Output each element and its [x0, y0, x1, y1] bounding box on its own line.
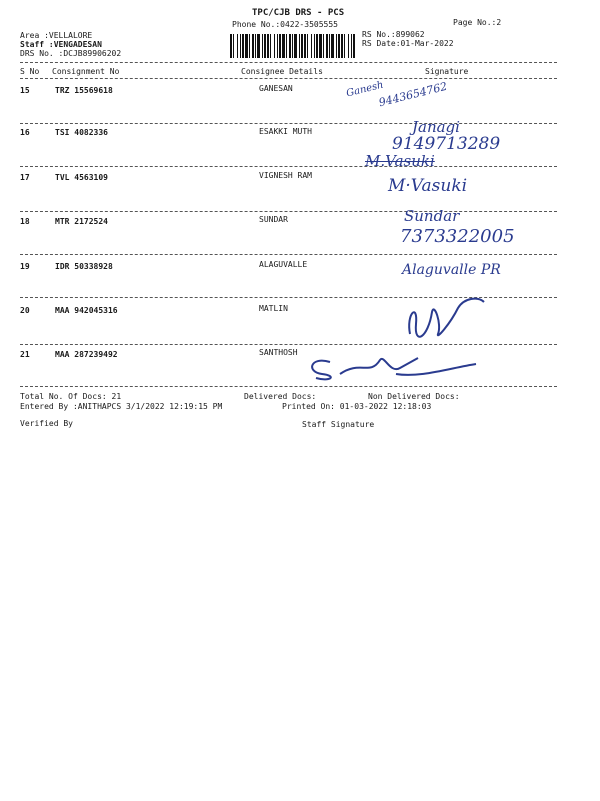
row-consignee-name: MATLIN	[259, 304, 288, 313]
row-divider	[20, 344, 557, 345]
row-divider	[20, 166, 557, 167]
row-consignment-no: MAA 287239492	[55, 350, 118, 359]
phone-number: Phone No.:0422-3505555	[232, 20, 338, 29]
row-consignment-no: TRZ 15569618	[55, 86, 113, 95]
page-number: Page No.:2	[453, 18, 502, 27]
column-header-signature: Signature	[425, 67, 469, 76]
staff-field	[20, 40, 102, 49]
row-consignee-name: VIGNESH RAM	[259, 171, 312, 180]
row-signature-phone: 9149713289	[392, 134, 501, 154]
barcode-image	[230, 34, 355, 58]
column-header-consignment: Consignment No	[52, 67, 120, 76]
column-header-consignee: Consignee Details	[241, 67, 323, 76]
row-signature: Sundar	[404, 207, 460, 225]
row-consignee-name: ALAGUVALLE	[259, 260, 308, 269]
row-signature-struck: M.Vasuki	[365, 152, 435, 170]
row-consignee-name: ESAKKI MUTH	[259, 127, 312, 136]
row-consignment-no: MAA 942045316	[55, 306, 118, 315]
row-consignee-name: SUNDAR	[259, 215, 288, 224]
row-sno: 19	[20, 262, 30, 271]
entered-by: Entered By :ANITHAPCS 3/1/2022 12:19:15 PM	[20, 402, 223, 411]
row-signature: Alaguvalle PR	[402, 262, 501, 278]
row-sno: 15	[20, 86, 30, 95]
header-bottom-rule	[20, 78, 557, 79]
non-delivered-docs: Non Delivered Docs:	[368, 392, 460, 401]
row-signature-phone: 9443654762	[377, 79, 449, 110]
staff-label: Staff :	[20, 40, 54, 49]
row-sno: 20	[20, 306, 30, 315]
row-consignment-no: TVL 4563109	[55, 173, 108, 182]
header-top-rule	[20, 62, 557, 63]
rs-date: RS Date:01-Mar-2022	[362, 39, 454, 48]
row-signature-scribble	[398, 294, 488, 342]
footer-rule	[20, 386, 557, 387]
staff-signature-label: Staff Signature	[302, 420, 375, 429]
row-divider	[20, 211, 557, 212]
row-sno: 18	[20, 217, 30, 226]
row-consignee-name: GANESAN	[259, 84, 293, 93]
row-signature: Ganesh	[345, 79, 385, 100]
row-sno: 16	[20, 128, 30, 137]
row-signature-phone: 7373322005	[400, 226, 515, 247]
row-consignee-name: SANTHOSH	[259, 348, 298, 357]
row-signature: Janagi	[412, 118, 460, 136]
row-consignment-no: IDR 50338928	[55, 262, 113, 271]
staff-name: VENGADESAN	[53, 40, 102, 49]
row-divider	[20, 123, 557, 124]
document-title: TPC/CJB DRS - PCS	[252, 8, 345, 18]
row-consignment-no: TSI 4082336	[55, 128, 108, 137]
drs-number: DRS No. :DCJB89906202	[20, 49, 122, 58]
area-label: Area :VELLALORE	[20, 31, 93, 40]
verified-by-label: Verified By	[20, 419, 73, 428]
printed-on: Printed On: 01-03-2022 12:18:03	[282, 402, 432, 411]
column-header-sno: S No	[20, 67, 40, 76]
row-signature: M·Vasuki	[388, 176, 468, 196]
rs-number: RS No.:899062	[362, 30, 425, 39]
row-signature-scribble	[300, 350, 480, 384]
total-docs: Total No. Of Docs: 21	[20, 392, 122, 401]
row-sno: 21	[20, 350, 30, 359]
delivered-docs: Delivered Docs:	[244, 392, 317, 401]
row-consignment-no: MTR 2172524	[55, 217, 108, 226]
row-sno: 17	[20, 173, 30, 182]
row-divider	[20, 254, 557, 255]
